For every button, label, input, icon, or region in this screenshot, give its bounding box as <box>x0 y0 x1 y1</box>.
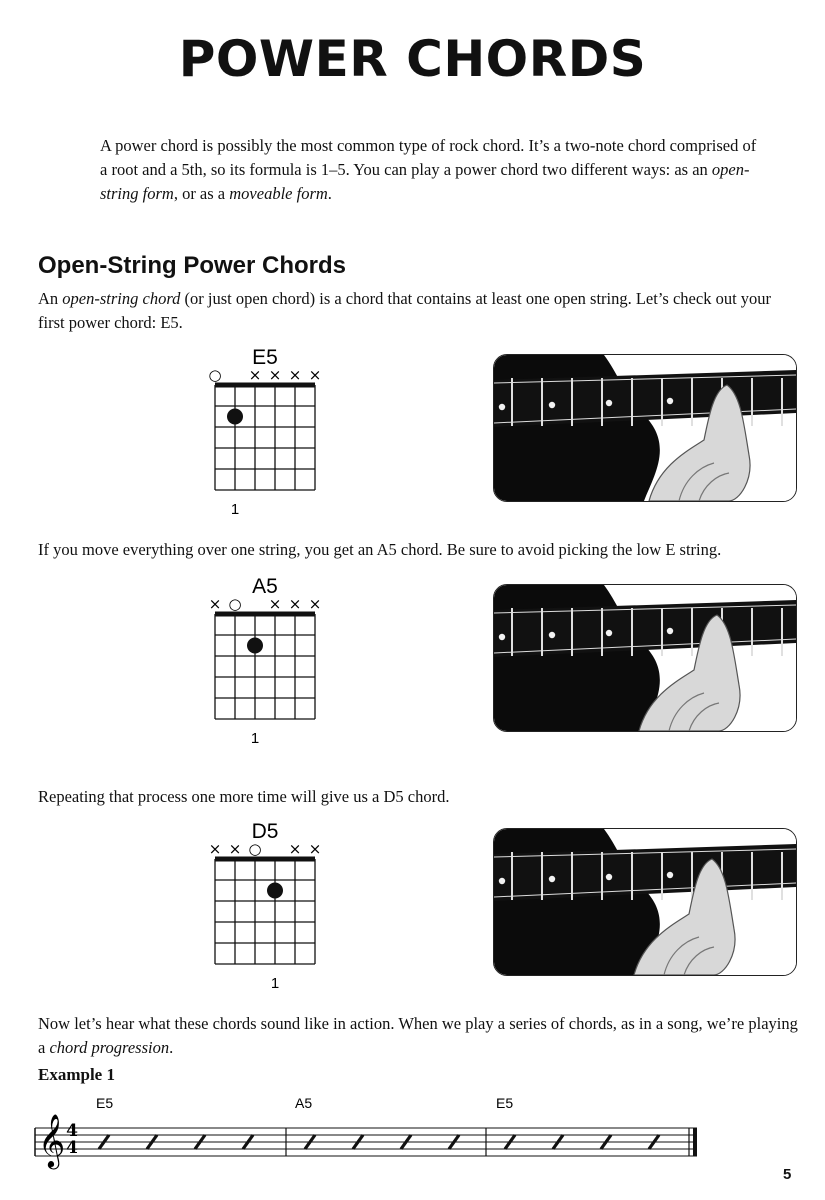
muted-string-mark: × <box>308 366 322 384</box>
page-title: POWER CHORDS <box>178 30 647 88</box>
fretboard-grid <box>215 614 315 719</box>
finger-number: 1 <box>250 730 260 747</box>
fret-marker <box>667 398 673 404</box>
open-string-mark: ○ <box>228 595 242 613</box>
muted-string-mark: × <box>208 840 222 858</box>
open-string-mark: ○ <box>208 366 222 384</box>
hand-photo-image <box>494 355 796 501</box>
fret-marker <box>606 400 612 406</box>
finger-dot <box>267 883 283 899</box>
p1-emphasis: open-string chord <box>62 289 181 308</box>
example-staff <box>30 1090 710 1170</box>
fret-marker <box>499 878 505 884</box>
finger-dot <box>247 638 263 654</box>
muted-string-mark: × <box>308 840 322 858</box>
muted-string-mark: × <box>228 840 242 858</box>
intro-text-3: . <box>327 184 332 203</box>
p4-text-2: . <box>169 1038 174 1057</box>
photo-a5-chord <box>493 584 797 732</box>
muted-string-mark: × <box>288 840 302 858</box>
fretboard-grid <box>215 385 315 490</box>
fretboard-grid <box>215 859 315 964</box>
muted-string-mark: × <box>308 595 322 613</box>
chord-diagram-e5 <box>200 340 330 520</box>
section-heading: Open-String Power Chords <box>38 252 347 279</box>
finger-number: 1 <box>230 501 240 518</box>
muted-string-mark: × <box>208 595 222 613</box>
chord-name: D5 <box>251 820 279 843</box>
photo-e5-chord <box>493 354 797 502</box>
fret-marker <box>667 628 673 634</box>
fret-marker <box>549 402 555 408</box>
muted-string-mark: × <box>248 366 262 384</box>
muted-string-mark: × <box>288 595 302 613</box>
time-signature-top: 4 <box>66 1121 78 1141</box>
muted-string-mark: × <box>268 366 282 384</box>
hand-photo-image <box>494 585 796 731</box>
intro-paragraph <box>100 134 760 206</box>
time-signature-bottom: 4 <box>66 1138 78 1158</box>
finger-number: 1 <box>270 975 280 992</box>
chord-name: E5 <box>252 346 278 369</box>
muted-string-mark: × <box>268 595 282 613</box>
a5-paragraph: If you move everything over one string, you get an A5 chord. Be sure to avoid picking the low E string. <box>38 540 722 559</box>
muted-string-mark: × <box>288 366 302 384</box>
measure-1-chord: E5 <box>96 1095 114 1111</box>
measure-3-chord: E5 <box>496 1095 514 1111</box>
hand-photo-image <box>494 829 796 975</box>
chord-diagram-d5 <box>200 814 330 994</box>
p4-text-1: Now let’s hear what these chords sound like in action. When we play a series of chords, as in a song, we’re playing a <box>38 1014 798 1057</box>
p1-text-2: (or just open chord) is a chord that contains at least one open string. Let’s check out your first power chord: E5. <box>38 289 772 332</box>
measure-2-chord: A5 <box>295 1095 313 1111</box>
p4-emphasis: chord progression <box>49 1038 170 1057</box>
page-number: 5 <box>783 1166 792 1183</box>
chord-diagram-a5 <box>200 569 330 749</box>
staff-lines <box>35 1128 697 1156</box>
chord-name: A5 <box>252 575 278 598</box>
photo-d5-chord <box>493 828 797 976</box>
fret-marker <box>606 630 612 636</box>
fret-marker <box>549 632 555 638</box>
fret-marker <box>606 874 612 880</box>
p1-text-1: An <box>38 289 63 308</box>
example-title: Example 1 <box>38 1065 115 1084</box>
open-chord-paragraph <box>38 287 788 335</box>
finger-dot <box>227 409 243 425</box>
progression-paragraph <box>38 1012 798 1060</box>
open-string-mark: ○ <box>248 840 262 858</box>
intro-emphasis-1: open-string form <box>100 160 750 203</box>
intro-emphasis-2: moveable form <box>229 184 328 203</box>
treble-clef-icon: 𝄞 <box>38 1113 66 1167</box>
fret-marker <box>667 872 673 878</box>
fret-marker <box>549 876 555 882</box>
intro-text-1: A power chord is possibly the most common type of rock chord. It’s a two-note chord comprised of a root and a 5th, so its formula is 1–5. You can play a power chord two different ways: as an <box>100 136 757 179</box>
fret-marker <box>499 404 505 410</box>
intro-text-2: , or as a <box>173 184 230 203</box>
d5-paragraph: Repeating that process one more time will give us a D5 chord. <box>38 787 450 806</box>
fret-marker <box>499 634 505 640</box>
